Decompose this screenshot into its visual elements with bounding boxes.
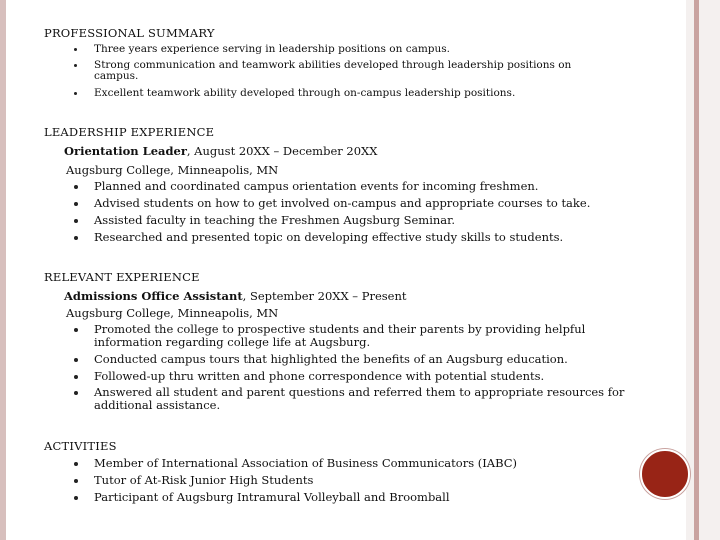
list-item: Advised students on how to get involved on-campus and appropriate courses to take. (72, 197, 632, 210)
list-item: Strong communication and teamwork abilities developed through leadership positions on campus. (72, 60, 612, 82)
leadership-job-line (64, 144, 377, 158)
relevant-list (72, 323, 632, 412)
leadership-list (72, 180, 632, 244)
list-item: Planned and coordinated campus orientation events for incoming freshmen. (72, 180, 632, 193)
relevant-job-title: Admissions Office Assistant (64, 289, 243, 303)
summary-list (72, 44, 612, 99)
list-item: Member of International Association of Business Communicators (IABC) (72, 457, 632, 470)
relevant-job-dates: , September 20XX – Present (242, 289, 407, 303)
leadership-job-title: Orientation Leader (64, 144, 187, 158)
right-border-line (694, 0, 699, 540)
list-item: Participant of Augsburg Intramural Volleyball and Broomball (72, 491, 632, 504)
list-item: Tutor of At-Risk Junior High Students (72, 474, 632, 487)
relevant-job-line (64, 289, 407, 303)
list-item: Excellent teamwork ability developed through on-campus leadership positions. (72, 88, 612, 99)
activities-list (72, 457, 632, 504)
leadership-heading: LEADERSHIP EXPERIENCE (44, 125, 215, 139)
summary-heading: PROFESSIONAL SUMMARY (44, 26, 215, 40)
right-margin-strip (686, 0, 720, 540)
relevant-place: Augsburg College, Minneapolis, MN (66, 306, 279, 320)
activities-heading: ACTIVITIES (44, 439, 117, 453)
list-item: Assisted faculty in teaching the Freshmen Augsburg Seminar. (72, 214, 632, 227)
leadership-job-dates: , August 20XX – December 20XX (186, 144, 378, 158)
list-item: Followed-up thru written and phone correspondence with potential students. (72, 370, 632, 383)
list-item: Conducted campus tours that highlighted the benefits of an Augsburg education. (72, 353, 632, 366)
list-item: Promoted the college to prospective students and their parents by providing helpful information regarding college life at Augsburg. (72, 323, 632, 349)
list-item: Three years experience serving in leadership positions on campus. (72, 44, 612, 55)
leadership-place: Augsburg College, Minneapolis, MN (66, 163, 279, 177)
list-item: Researched and presented topic on developing effective study skills to students. (72, 231, 632, 244)
relevant-heading: RELEVANT EXPERIENCE (44, 270, 200, 284)
list-item: Answered all student and parent questions and referred them to appropriate resources for additional assistance. (72, 386, 632, 412)
